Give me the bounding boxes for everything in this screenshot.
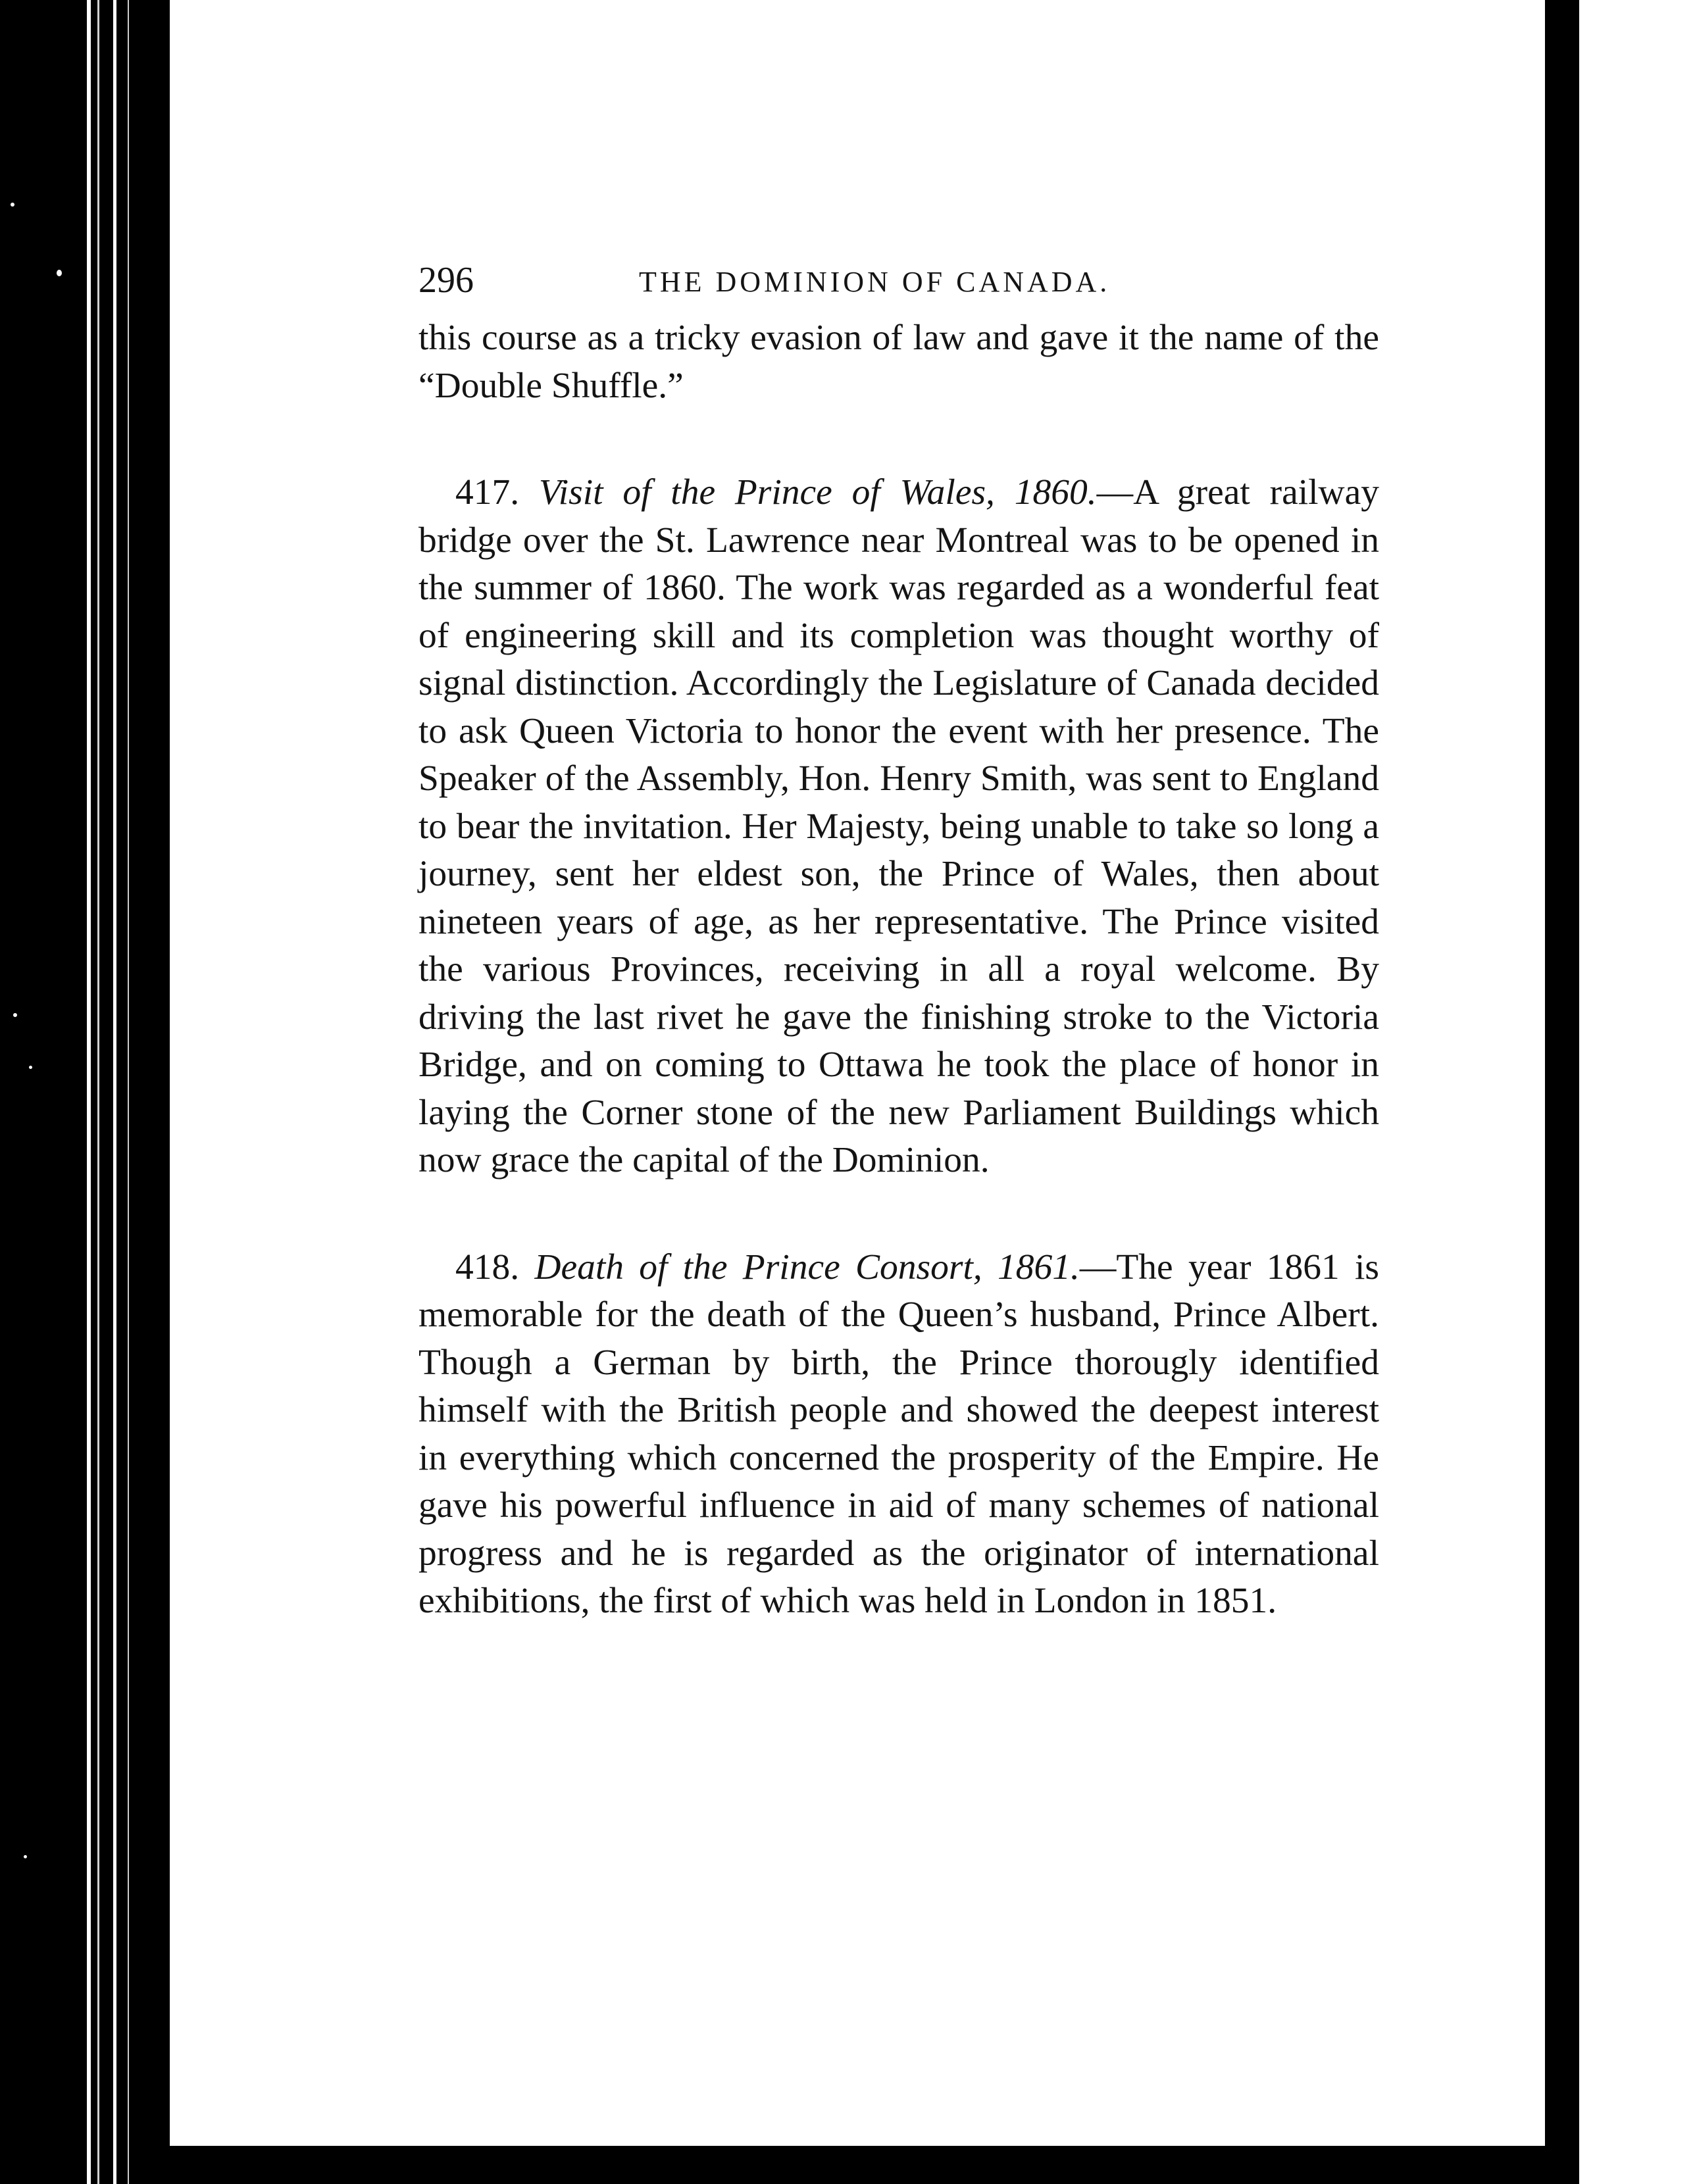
section-body: —The year 1861 is memorable for the death of the Queen’s husband, Prince Albert. Though a German by birth, the Prince thorougly identified himself with the British people and showed the deepest interest in everything which concerned the prosperity of the Empire. He gave his powerful influence in aid of many schemes of national progress and he is regarded as the originator of international exhibitions, the first of which was held in London in 1851. [418, 1247, 1379, 1621]
page-number: 296 [418, 260, 474, 301]
running-title: THE DOMINION OF CANADA. [639, 266, 1111, 298]
binding-edge-line [97, 0, 99, 2184]
scan-speck [57, 270, 62, 276]
facing-page-edge [1579, 0, 1695, 2184]
scan-speck [13, 1013, 17, 1017]
section-418 [418, 1244, 1379, 1626]
continuation-paragraph: this course as a tricky evasion of law and gave it the name of the “Double Shuffle.” [418, 318, 1379, 406]
binding-edge-line [113, 0, 116, 2184]
running-head [418, 255, 1379, 314]
scan-speck [29, 1066, 32, 1069]
section-number: 418. [455, 1247, 520, 1287]
page-text [418, 255, 1379, 1626]
scan-speck [24, 1855, 27, 1858]
section-title: Death of the Prince Consort, 1861. [534, 1247, 1080, 1287]
section-body: —A great railway bridge over the St. Lawrence near Montreal was to be opened in the summer of 1860. The work was regarded as a wonderful feat of engineering skill and its completion was thought worthy of signal distinction. Accordingly the Legislature of Canada decided to ask Queen Victoria to honor the event with her presence. The Speaker of the Assembly, Hon. Henry Smith, was sent to England to bear the invitation. Her Majesty, being unable to take so long a journey, sent her eldest son, the Prince of Wales, then about nineteen years of age, as her representative. The Prince visited the various Provinces, receiving in all a royal welcome. By driving the last rivet he gave the finishing stroke to the Victoria Bridge, and on coming to Ottawa he took the place of honor in laying the Corner stone of the new Parliament Buildings which now grace the capital of the Dominion. [418, 472, 1380, 1180]
section-number: 417. [455, 472, 520, 512]
binding-edge-line [128, 0, 129, 2184]
page-gutter [1545, 0, 1579, 2184]
scan-speck [11, 203, 14, 207]
section-title: Visit of the Prince of Wales, 1860. [538, 472, 1097, 512]
section-417 [418, 469, 1379, 1185]
binding-edge-line [87, 0, 91, 2184]
